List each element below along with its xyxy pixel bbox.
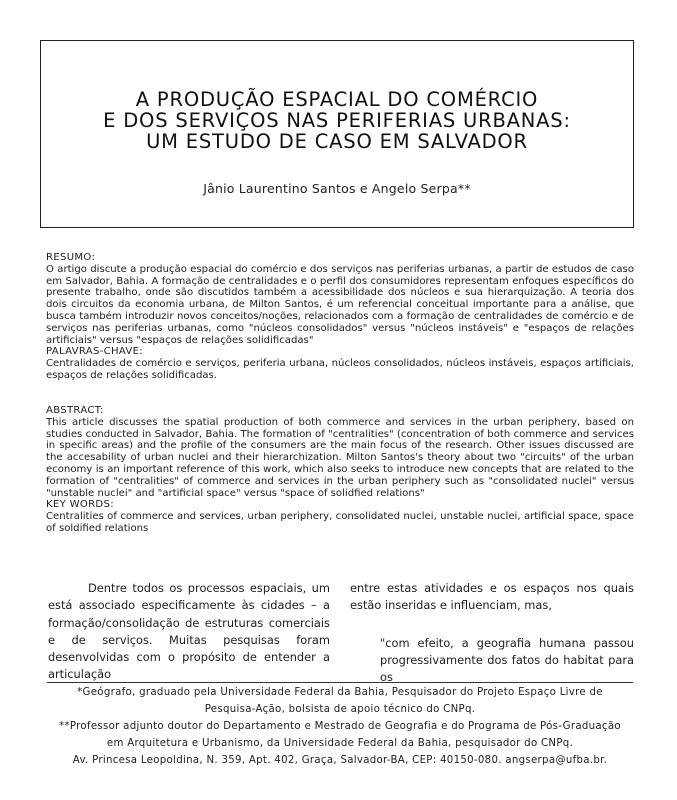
body-paragraph-left: Dentre todos os processos espaciais, um está associado especificamente às cidades – a formação/consolidação de estruturas comerciais e de serviços. Muitas pesquisas foram desenvolvidas com o propósito de entender a articulação	[48, 581, 330, 682]
footnote-line-3: **Professor adjunto doutor do Departamento e Mestrado de Geografia e do Programa de Pós-Graduação	[59, 721, 621, 732]
title-line-3: UM ESTUDO DE CASO EM SALVADOR	[146, 130, 528, 153]
title-line-2: E DOS SERVIÇOS NAS PERIFERIAS URBANAS:	[103, 109, 571, 132]
body-column-left	[48, 580, 330, 684]
palavras-chave-label: PALAVRAS-CHAVE:	[46, 346, 144, 358]
title-line-1: A PRODUÇÃO ESPACIAL DO COMÉRCIO	[135, 88, 539, 111]
resumo-text: O artigo discute a produção espacial do comércio e dos serviços nas periferias urbanas, a partir de estudos de caso em Salvador, Bahia. A formação de centralidades e o perfil dos consumidores representam enfoques específicos do presente trabalho, onde são discutidos também a acessibilidade dos núcleos e sua hierarquização. A teoria dos dois circuitos da economia urbana, de Milton Santos, é um referencial conceitual importante para a análise, que busca também introduzir novos conceitos/noções, relacionados com a formação de centralidades de comércio e de serviços nas periferias urbanas, como "núcleos consolidados" versus "núcleos instáveis" e "espaços de relações artificiais" versus "espaços de relações solidificadas"	[46, 263, 634, 346]
title-box	[40, 40, 634, 228]
palavras-chave-text: Centralidades de comércio e serviços, periferia urbana, núcleos consolidados, núcleos instáveis, espaços artificiais, espaços de relações solidificadas.	[46, 358, 634, 381]
footnote-divider	[47, 682, 633, 683]
footnotes	[47, 684, 633, 769]
resumo-section	[46, 252, 634, 382]
article-title	[41, 89, 633, 152]
body-paragraph-right: entre estas atividades e os espaços nos quais estão inseridas e influenciam, mas,	[350, 581, 634, 613]
keywords-text: Centralities of commerce and services, urban periphery, consolidated nuclei, unstable nuclei, artificial space, space of soldified relations	[46, 511, 634, 534]
footnote-line-5: Av. Princesa Leopoldina, N. 359, Apt. 402, Graça, Salvador-BA, CEP: 40150-080. angserpa@ufba.br.	[72, 755, 608, 766]
body-column-right	[350, 580, 634, 686]
keywords-label: KEY WORDS:	[46, 499, 114, 511]
abstract-label: ABSTRACT:	[46, 405, 104, 416]
authors: Jânio Laurentino Santos e Angelo Serpa**	[203, 181, 471, 196]
abstract-text: This article discusses the spatial production of both commerce and services in the urban periphery, based on studies conducted in Salvador, Bahia. The formation of "centralities" (concentration of both commerce and services in specific areas) and the profile of the consumers are the main focus of the research. Other issues discussed are the accesability of urban nuclei and their hierarchization. Milton Santos's theory about two "circuits" of the urban economy is an important reference of this work, which also seeks to introduce new concepts that are related to the formation of "centralities" of commerce and services in the urban periphery such as "consolidated nuclei" versus "unstable nuclei" and "artificial space" versus "space of solidfied relations"	[46, 416, 634, 499]
footnote-line-4: em Arquitetura e Urbanismo, da Universidade Federal da Bahia, pesquisador do CNPq.	[106, 738, 574, 749]
resumo-label: RESUMO:	[46, 252, 96, 263]
footnote-line-1: *Geógrafo, graduado pela Universidade Federal da Bahia, Pesquisador do Projeto Espaço Livre de	[77, 687, 603, 698]
footnote-line-2: Pesquisa-Ação, bolsista de apoio técnico do CNPq.	[204, 704, 476, 715]
body-quote: "com efeito, a geografia humana passou progressivamente dos fatos do habitat para os	[380, 635, 634, 685]
abstract-section	[46, 405, 634, 535]
